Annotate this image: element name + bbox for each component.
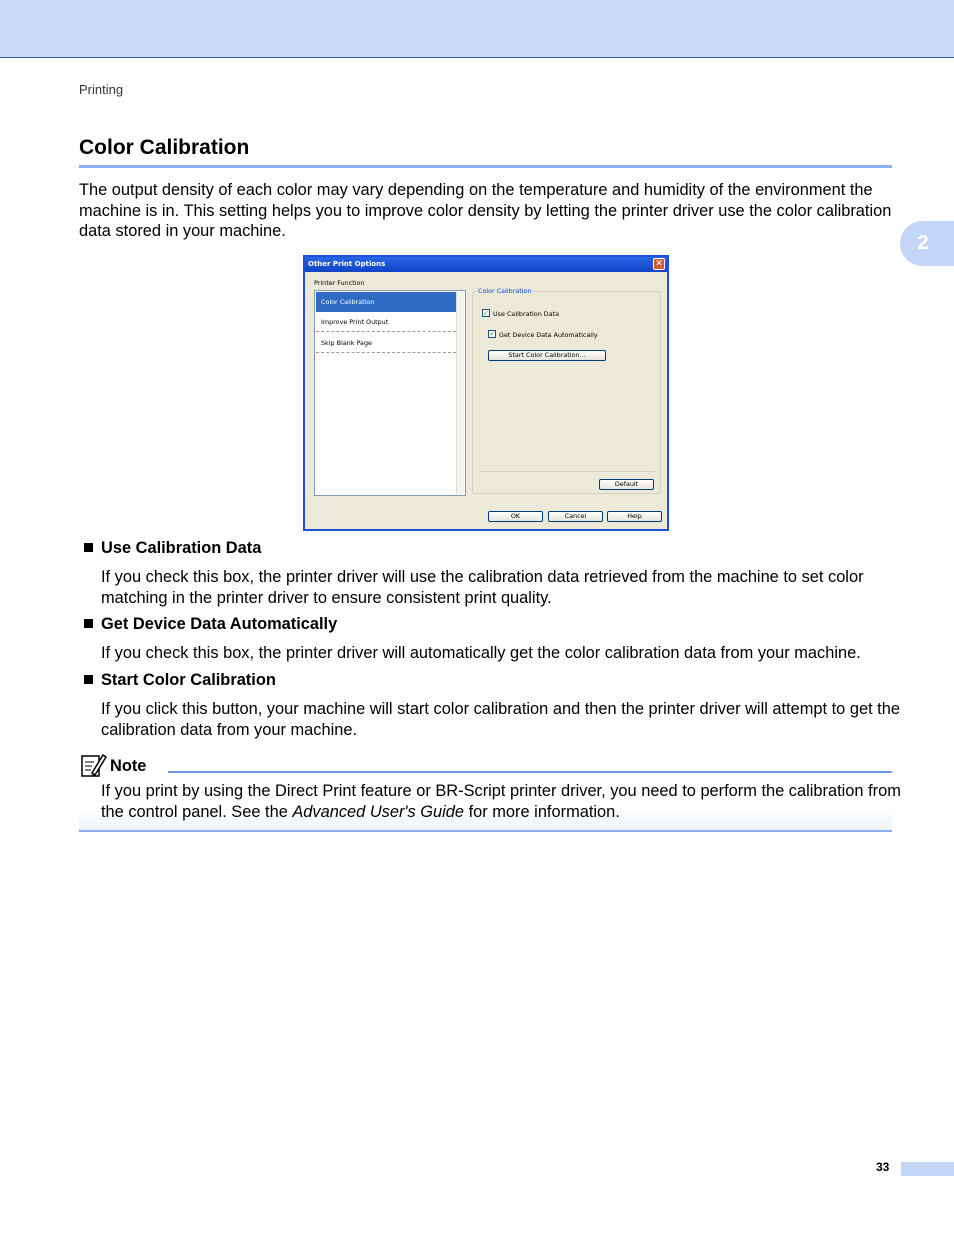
group-separator bbox=[479, 471, 655, 472]
function-item-color-calibration[interactable]: Color Calibration bbox=[316, 292, 456, 312]
note-text-end: for more information. bbox=[464, 802, 620, 821]
bullet-square-icon bbox=[84, 619, 93, 628]
bullet-square-icon bbox=[84, 543, 93, 552]
function-item-skip-blank-page[interactable]: Skip Blank Page bbox=[316, 333, 456, 353]
function-item-improve-print-output[interactable]: Improve Print Output bbox=[316, 312, 456, 332]
breadcrumb: Printing bbox=[79, 82, 124, 97]
intro-paragraph: The output density of each color may vary depending on the temperature and humidity of the environment the machine is in. This setting helps you to improve color density by letting the printer driver use the color calibration data stored in your machine. bbox=[79, 181, 892, 240]
note-pencil-icon bbox=[80, 752, 107, 779]
item-heading bbox=[84, 615, 337, 634]
help-button[interactable]: Help bbox=[607, 511, 662, 522]
dialog-titlebar bbox=[305, 257, 667, 272]
note-label: Note bbox=[110, 757, 147, 775]
other-print-options-dialog bbox=[303, 255, 669, 531]
item-body: If you check this box, the printer driver will use the calibration data retrieved from the machine to set color matching in the printer driver to ensure consistent print quality. bbox=[101, 568, 864, 607]
title-rule bbox=[79, 165, 892, 168]
item-heading bbox=[84, 539, 261, 558]
dialog-title: Other Print Options bbox=[308, 260, 386, 268]
page-number: 33 bbox=[876, 1160, 890, 1174]
printer-function-list[interactable] bbox=[314, 290, 466, 496]
section-title: Color Calibration bbox=[79, 136, 250, 159]
item-heading bbox=[84, 671, 276, 690]
item-title: Get Device Data Automatically bbox=[101, 615, 338, 633]
group-label: Color Calibration bbox=[478, 287, 532, 295]
item-body: If you check this box, the printer driver will automatically get the color calibration data from your machine. bbox=[101, 644, 861, 662]
note-text bbox=[101, 781, 901, 822]
note-text-start: If you print by using the Direct Print feature or BR-Script printer driver, you need to perform the calibration from the control panel. See the bbox=[101, 782, 901, 821]
bullet-square-icon bbox=[84, 675, 93, 684]
use-calibration-label: Use Calibration Data bbox=[493, 310, 560, 318]
chapter-tab: 2 bbox=[900, 221, 954, 266]
note-guide-title: Advanced User's Guide bbox=[292, 802, 465, 821]
item-title: Use Calibration Data bbox=[101, 539, 262, 557]
color-calibration-group bbox=[472, 287, 661, 494]
printer-function-label: Printer Function bbox=[314, 279, 365, 287]
close-icon[interactable]: ✕ bbox=[653, 258, 665, 270]
item-body: If you click this button, your machine will start color calibration and then the printer driver will attempt to get the calibration data from your machine. bbox=[101, 700, 900, 739]
get-device-data-label: Get Device Data Automatically bbox=[499, 331, 598, 339]
footer-band bbox=[901, 1162, 954, 1176]
item-title: Start Color Calibration bbox=[101, 671, 276, 689]
ok-button[interactable]: OK bbox=[488, 511, 543, 522]
header-band bbox=[0, 0, 954, 58]
use-calibration-checkbox[interactable]: ✓ bbox=[483, 309, 489, 317]
get-device-data-checkbox[interactable]: ✓ bbox=[489, 330, 495, 338]
start-color-calibration-button[interactable]: Start Color Calibration... bbox=[488, 350, 606, 361]
note-rule bbox=[168, 771, 892, 773]
cancel-button[interactable]: Cancel bbox=[548, 511, 603, 522]
default-button[interactable]: Default bbox=[599, 479, 654, 490]
list-scrollbar[interactable] bbox=[456, 292, 464, 494]
